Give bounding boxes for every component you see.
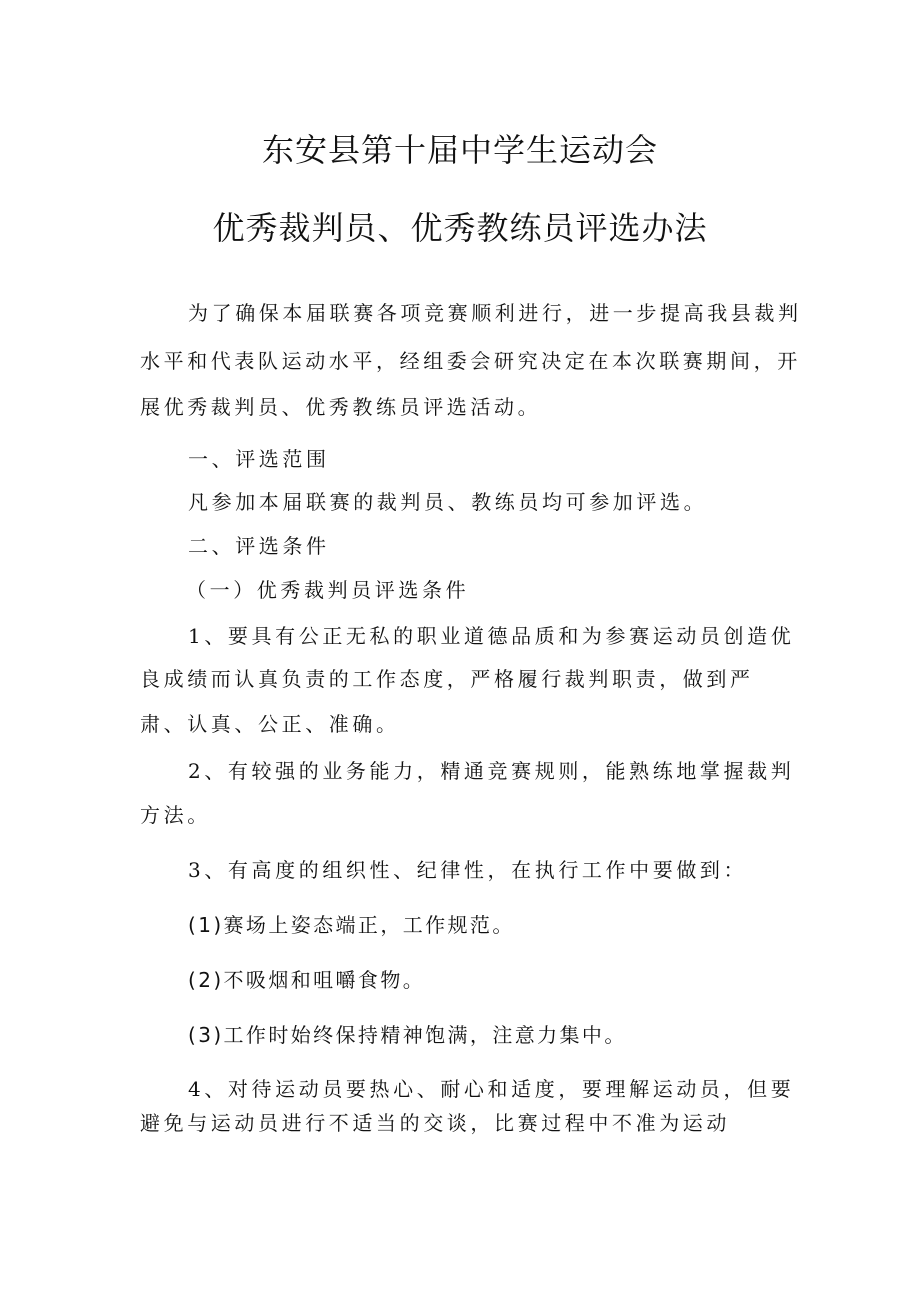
intro-line-2: 水平和代表队运动水平，经组委会研究决定在本次联赛期间，开 [140,349,801,373]
item-2-line-1: 2、有较强的业务能力，精通竞赛规则，能熟练地掌握裁判 [188,759,795,783]
item-3-line-1: 3、有高度的组织性、纪律性，在执行工作中要做到： [188,858,748,882]
item-2-line-2: 方法。 [140,803,211,827]
section-2-heading: 二、评选条件 [188,534,330,558]
section-2-subheading: （一）优秀裁判员评选条件 [186,578,470,602]
item-4-line-2: 避免与运动员进行不适当的交谈，比赛过程中不准为运动 [140,1111,730,1135]
document-title-line-2: 优秀裁判员、优秀教练员评选办法 [212,209,708,247]
document-title-line-1: 东安县第十届中学生运动会 [261,131,658,169]
section-1-heading: 一、评选范围 [188,447,330,471]
item-1-line-1: 1、要具有公正无私的职业道德品质和为参赛运动员创造优 [188,624,795,648]
item-3-sub-2: (2)不吸烟和咀嚼食物。 [188,968,426,992]
item-3-sub-3: (3)工作时始终保持精神饱满，注意力集中。 [188,1023,627,1047]
item-1-line-3: 肃、认真、公正、准确。 [140,712,400,736]
item-3-sub-1: (1)赛场上姿态端正，工作规范。 [188,913,515,937]
intro-line-3: 展优秀裁判员、优秀教练员评选活动。 [140,395,542,419]
item-1-line-2: 良成绩而认真负责的工作态度，严格履行裁判职责，做到严 [140,667,754,691]
section-1-body: 凡参加本届联赛的裁判员、教练员均可参加评选。 [188,490,708,514]
item-4-line-1: 4、对待运动员要热心、耐心和适度，要理解运动员，但要 [188,1077,795,1101]
intro-line-1: 为了确保本届联赛各项竞赛顺利进行，进一步提高我县裁判 [188,301,802,325]
